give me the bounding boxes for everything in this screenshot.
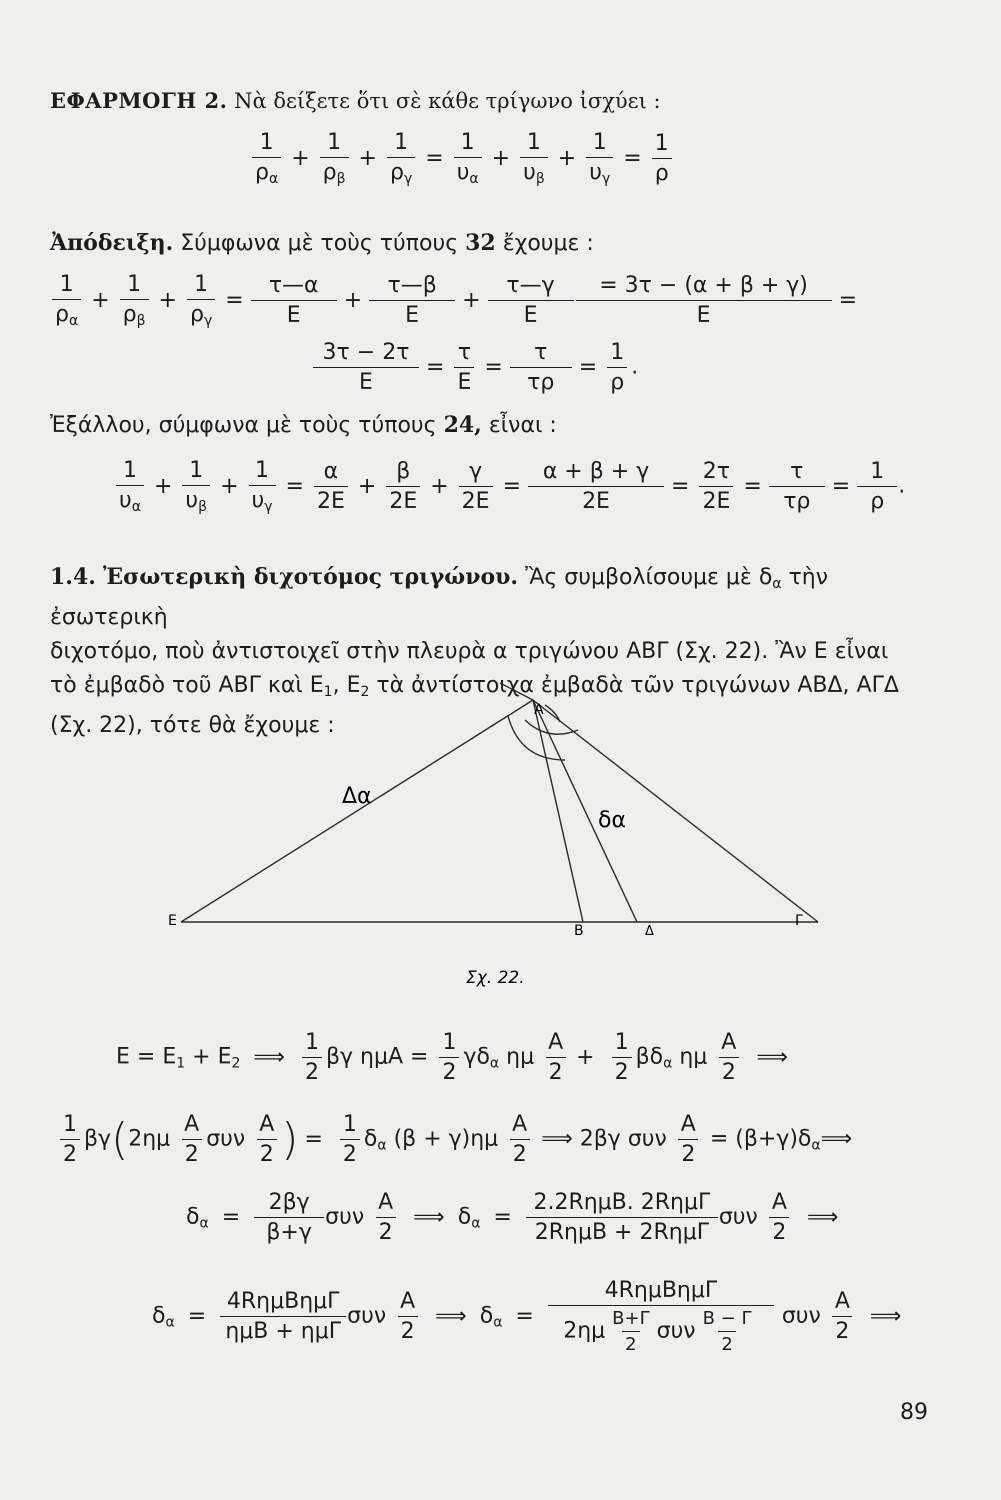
section-line-1: 1.4. Ἐσωτερικὴ διχοτόμος τριγώνου. Ἂς συμβολίσουμε μὲ $\delta_\alpha$ τὴν ἐσωτερικὴ — [50, 564, 828, 630]
section-title: Ἐσωτερικὴ διχοτόμος τριγώνου. — [102, 564, 519, 590]
vertex-B: Β — [574, 923, 584, 939]
proof-equation-2: $\frac{3\tau - 2\tau}{E}$ = $\frac{\tau}{E}$ = $\frac{\tau}{\tau\rho}$ = $\frac{1}{\rho}$ . — [312, 340, 638, 395]
exercise-statement: Νὰ δείξετε ὅτι σὲ κάθε τρίγωνο ἰσχύει : — [234, 89, 661, 113]
proof-label: Ἀπόδειξη. — [50, 230, 174, 256]
vertex-E: Ε — [168, 913, 177, 929]
angle-arc-outer — [508, 716, 565, 760]
proof-line: Ἀπόδειξη. Σύμφωνα μὲ τοὺς τύπους 32 ἔχουμε : — [50, 230, 594, 256]
derivation-1: $E = E_1 + E_2$ ⟹ $\frac{1}{2}$ βγ ημΑ = $\frac{1}{2}$ $\gamma\delta_\alpha$ ημ $\frac{A}{2}$ + $\frac{1}{2}$ $\beta\delta_\alpha$ ημ $\frac{A}{2}$ ⟹ — [116, 1030, 788, 1085]
angle-arc-bottom — [525, 720, 578, 734]
section-line-4: (Σχ. 22), τότε θὰ ἔχουμε : — [50, 713, 335, 738]
derivation-2: $\frac{1}{2}$ βγ(2ημ $\frac{A}{2}$ συν $\frac{A}{2}$ ) = $\frac{1}{2}$ $\delta_\alpha$ (β + γ)ημ $\frac{A}{2}$ ⟹ 2βγ συν $\frac{A}{2}$ = $(\beta+\gamma)\delta_\alpha⟹$ — [56, 1112, 852, 1167]
derivation-3: $\delta_\alpha$ = $\frac{2\beta\gamma}{\beta+\gamma}$ συν $\frac{A}{2}$ ⟹ $\delta_\alpha$ = $\frac{\text{2.2RημΒ. 2RημΓ}}{\text{2RημΒ + 2RημΓ}}$ συν $\frac{A}{2}$ ⟹ — [186, 1190, 839, 1245]
exercise-label: ΕΦΑΡΜΟΓΗ 2. — [50, 88, 228, 113]
label-delta-a: δα — [598, 808, 626, 833]
label-Delta-a: Δα — [342, 784, 372, 809]
derivation-4: $\delta_\alpha$ = $\frac{\text{4RημΒημΓ}}{\text{ημΒ + ημΓ}}$ συν $\frac{A}{2}$ ⟹ $\delta_\alpha$ = 4RημΒημΓ 2ημ $\frac{B+\Gamma}{2}$ συν $\frac{B - \Gamma}{2}$ συν $\frac{A}{2}$ ⟹ — [152, 1278, 902, 1355]
side-AE — [181, 700, 533, 922]
section-line-2: διχοτόμο, ποὺ ἀντιστοιχεῖ στὴν πλευρὰ α τριγώνου ΑΒΓ (Σχ. 22). Ἂν Ε εἶναι — [50, 639, 889, 664]
vertex-D: Δ — [645, 924, 654, 939]
figure-caption: Σχ. 22. — [466, 968, 525, 988]
ext-line — [500, 683, 533, 700]
section-number: 1.4. — [50, 564, 96, 590]
vertex-G: Γ — [795, 913, 803, 929]
section-line-3: τὸ ἐμβαδὸ τοῦ ΑΒΓ καὶ $E_1$, $E_2$ τὰ ἀντίστοιχα ἐμβαδὰ τῶν τριγώνων ΑΒΔ, ΑΓΔ — [50, 673, 899, 700]
besides-line: Ἐξάλλου, σύμφωνα μὲ τοὺς τύπους 24, εἶναι : — [50, 412, 557, 438]
vertex-A: Α — [534, 702, 544, 718]
proof-equation-1: $\frac{1}{\rho_\alpha}$ + $\frac{1}{\rho_\beta}$ + $\frac{1}{\rho_\gamma}$ = $\frac{\tau—\alpha}{E}$ + $\frac{\tau—\beta}{E}$ + $\frac{\tau—\gamma}{E}$ $\frac{= 3\tau - (\alpha + \beta + \gamma)}{E}$ = — [48, 272, 863, 329]
altitude-equation: $\frac{1}{\upsilon_\alpha}$ + $\frac{1}{\upsilon_\beta}$ + $\frac{1}{\upsilon_\gamma}$ = $\frac{\alpha}{2E}$ + $\frac{\beta}{2E}$ + $\frac{\gamma}{2E}$ = $\frac{\alpha + \beta + \gamma}{2E}$ = $\frac{2\tau}{2E}$ = $\frac{\tau}{\tau\rho}$ = $\frac{1}{\rho}$ . — [112, 458, 905, 515]
page-number: 89 — [900, 1400, 928, 1425]
identity-equation: $\frac{1}{\rho_\alpha}$ + $\frac{1}{\rho_\beta}$ + $\frac{1}{\rho_\gamma}$ = $\frac{1}{\upsilon_\alpha}$ + $\frac{1}{\upsilon_\beta}$ + $\frac{1}{\upsilon_\gamma}$ = $\frac{1}{\rho}$ — [248, 130, 676, 187]
